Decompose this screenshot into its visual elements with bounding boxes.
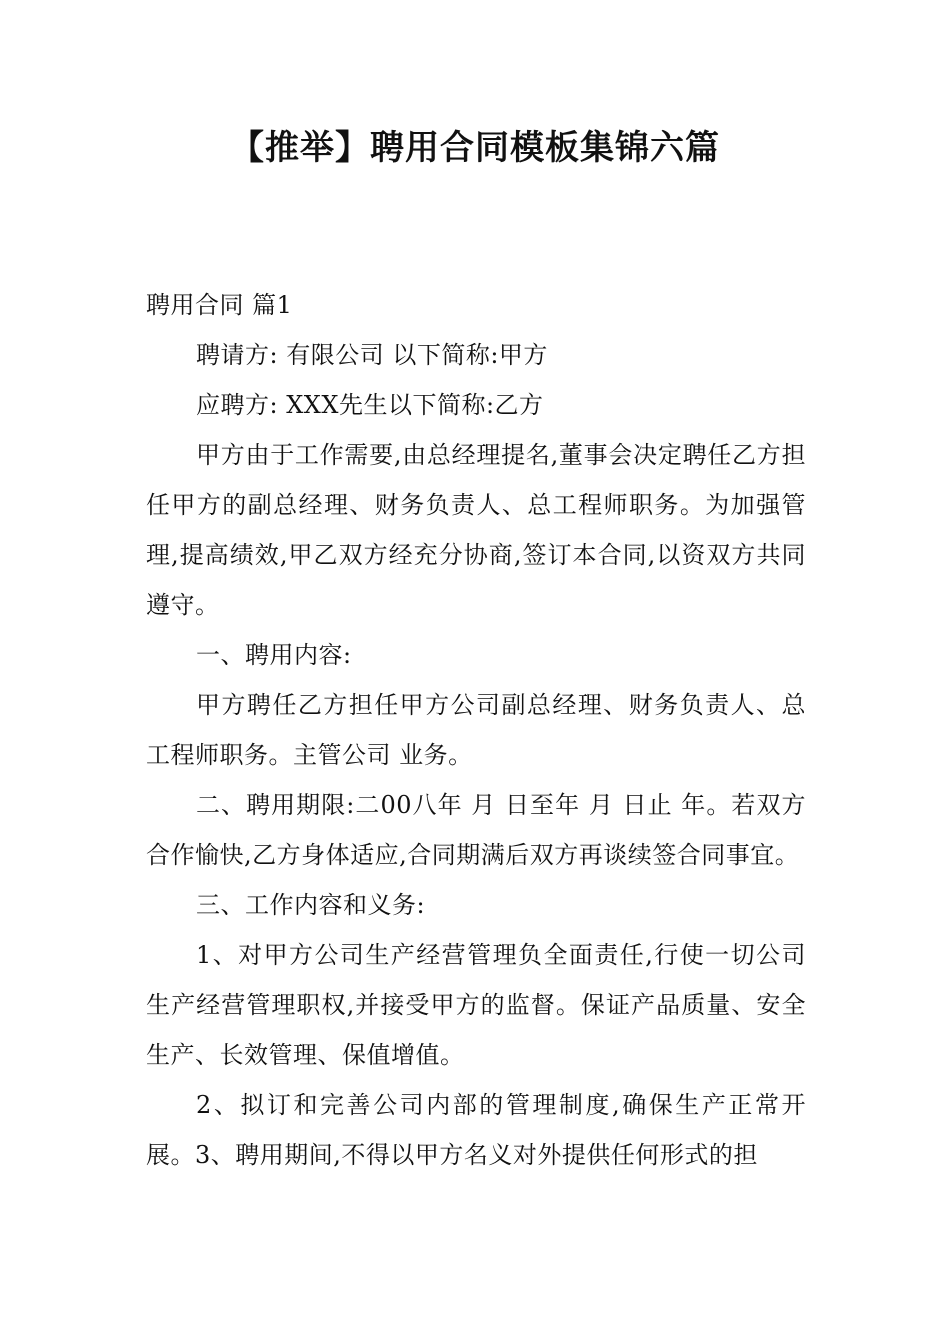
document-body bbox=[146, 280, 806, 1180]
intro-paragraph: 甲方由于工作需要,由总经理提名,董事会决定聘任乙方担任甲方的副总经理、财务负责人、总工程师职务。为加强管理,提高绩效,甲乙双方经充分协商,签订本合同,以资双方共同遵守。 bbox=[146, 441, 806, 619]
document-title: 【推举】聘用合同模板集锦六篇 bbox=[230, 128, 720, 168]
clause-heading-3: 三、工作内容和义务: bbox=[196, 891, 426, 919]
clause-heading-1: 一、聘用内容: bbox=[196, 641, 352, 669]
clause-paragraph: 甲方聘任乙方担任甲方公司副总经理、财务负责人、总工程师职务。主管公司 业务。 bbox=[146, 691, 806, 769]
clause-paragraph: 二、聘用期限:二00八年 月 日至年 月 日止 年。若双方合作愉快,乙方身体适应,合同期满后双方再谈续签合同事宜。 bbox=[146, 791, 806, 869]
employee-line: 应聘方: XXX先生以下简称:乙方 bbox=[196, 391, 544, 419]
clause-item: 2、拟订和完善公司内部的管理制度,确保生产正常开展。3、聘用期间,不得以甲方名义对外提供任何形式的担 bbox=[146, 1091, 806, 1169]
section-heading: 聘用合同 篇1 bbox=[146, 291, 293, 319]
clause-item: 1、对甲方公司生产经营管理负全面责任,行使一切公司生产经营管理职权,并接受甲方的监督。保证产品质量、安全生产、长效管理、保值增值。 bbox=[146, 941, 806, 1069]
employer-line: 聘请方: 有限公司 以下简称:甲方 bbox=[196, 341, 548, 369]
